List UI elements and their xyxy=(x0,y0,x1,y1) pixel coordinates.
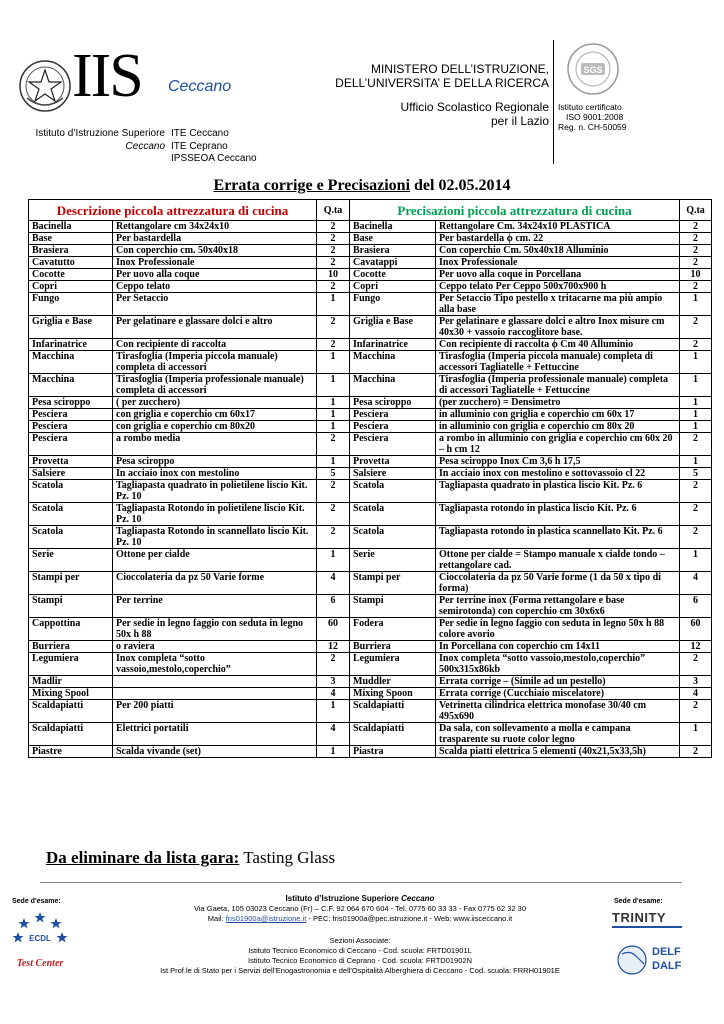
clarified-item-quantity: 1 xyxy=(680,456,712,468)
clarified-item-quantity: 2 xyxy=(680,281,712,293)
clarified-item-name: Scaldapiatti xyxy=(350,723,436,746)
item-quantity: 1 xyxy=(317,746,350,758)
clarified-item-name: Macchina xyxy=(350,351,436,374)
item-quantity: 5 xyxy=(317,468,350,480)
item-name: Bacinella xyxy=(29,221,113,233)
svg-text:DELF: DELF xyxy=(652,946,681,958)
item-name: Serie xyxy=(29,549,113,572)
item-name: Mixing Spool xyxy=(29,688,113,700)
item-description: Ottone per cialde xyxy=(113,549,317,572)
clarified-item-description: Tirasfoglia (Imperia piccola manuale) completa di accessori Tagliatelle + Fettuccine xyxy=(436,351,680,374)
item-quantity: 1 xyxy=(317,374,350,397)
footer-divider xyxy=(40,882,682,883)
item-description: con griglia e coperchio cm 60x17 xyxy=(113,409,317,421)
associated-sections: Sezioni Associate: Istituto Tecnico Economico di Ceccano - Cod. scuola: FRTD01901L Istituto Tecnico Economico di Ceprano - Cod. scuola: FRTD01902N Ist.Prof.le di Stato per i Servizi dell'Enogastronomia e dell'Ospitalità Alberghiera di Ceccano - Cod. scuola: FRRH01901E xyxy=(160,936,560,975)
clarified-item-quantity: 4 xyxy=(680,688,712,700)
item-name: Pesciera xyxy=(29,409,113,421)
item-quantity: 4 xyxy=(317,572,350,595)
clarified-item-description: Con recipiente di raccolta ϕ Cm 40 Alluminio xyxy=(436,339,680,351)
item-quantity: 1 xyxy=(317,700,350,723)
item-description: o raviera xyxy=(113,641,317,653)
item-name: Pesciera xyxy=(29,433,113,456)
item-description: Inox completa “sotto vassoio,mestolo,coperchio” xyxy=(113,653,317,676)
item-description: Con coperchio cm. 50x40x18 xyxy=(113,245,317,257)
item-description: Per gelatinare e glassare dolci e altro xyxy=(113,316,317,339)
clarified-item-name: Copri xyxy=(350,281,436,293)
item-name: Macchina xyxy=(29,351,113,374)
clarified-item-name: Pesa sciroppo xyxy=(350,397,436,409)
item-description: Elettrici portatili xyxy=(113,723,317,746)
table-row xyxy=(29,233,712,245)
clarified-item-description: Tagliapasta quadrato in plastica liscio Kit. Pz. 6 xyxy=(436,480,680,503)
clarified-item-quantity: 2 xyxy=(680,480,712,503)
clarified-item-description: Errata corrige – (Simile ad un pestello) xyxy=(436,676,680,688)
item-name: Stampi xyxy=(29,595,113,618)
item-description: Per 200 piatti xyxy=(113,700,317,723)
republic-emblem-icon xyxy=(17,58,73,114)
item-name: Macchina xyxy=(29,374,113,397)
item-quantity: 4 xyxy=(317,688,350,700)
item-name: Fungo xyxy=(29,293,113,316)
clarified-item-name: Cavatappi xyxy=(350,257,436,269)
exam-site-label: Sede d'esame: xyxy=(12,898,61,905)
table-row xyxy=(29,480,712,503)
table-row xyxy=(29,339,712,351)
logo-text: IIS xyxy=(72,42,142,110)
clarified-item-quantity: 2 xyxy=(680,245,712,257)
table-row xyxy=(29,676,712,688)
item-description: a rombo media xyxy=(113,433,317,456)
clarified-item-description: Tirasfoglia (Imperia professionale manuale) completa di accessori Tagliatelle + Fettuccine xyxy=(436,374,680,397)
table-row xyxy=(29,746,712,758)
equipment-table xyxy=(28,199,712,758)
item-name: Cavatutto xyxy=(29,257,113,269)
item-description: Per Setaccio xyxy=(113,293,317,316)
table-row xyxy=(29,618,712,641)
item-name: Madlir xyxy=(29,676,113,688)
clarified-item-quantity: 1 xyxy=(680,397,712,409)
section-name: ITE Ceprano xyxy=(171,140,228,152)
clarified-item-name: Infarinatrice xyxy=(350,339,436,351)
item-name: Salsiere xyxy=(29,468,113,480)
certification-note: Istituto certificato ISO 9001:2008 Reg. n. CH-50059 xyxy=(558,102,627,132)
clarified-item-name: Scatola xyxy=(350,526,436,549)
clarified-item-quantity: 1 xyxy=(680,293,712,316)
clarified-item-quantity: 1 xyxy=(680,374,712,397)
clarified-item-description: Inox completa “sotto vassoio,mestolo,coperchio” 500x315x86kb xyxy=(436,653,680,676)
clarified-item-description: a rombo in alluminio con griglia e coperchio cm 60x 20 – h cm 12 xyxy=(436,433,680,456)
item-description: ( per zucchero) xyxy=(113,397,317,409)
item-quantity: 6 xyxy=(317,595,350,618)
item-name: Griglia e Base xyxy=(29,316,113,339)
svg-text:DALF: DALF xyxy=(652,960,682,972)
clarified-item-description: Per terrine inox (Forma rettangolare e base semirotonda) con coperchio cm 30x6x6 xyxy=(436,595,680,618)
item-quantity: 1 xyxy=(317,409,350,421)
header-description: Descrizione piccola attrezzatura di cucina xyxy=(29,200,317,221)
clarified-item-name: Fungo xyxy=(350,293,436,316)
clarified-item-quantity: 60 xyxy=(680,618,712,641)
table-row xyxy=(29,409,712,421)
table-row xyxy=(29,549,712,572)
clarified-item-description: Cioccolateria da pz 50 Varie forme (1 da 50 x tipo di forma) xyxy=(436,572,680,595)
delf-dalf-logo xyxy=(616,940,706,982)
clarified-item-name: Stampi per xyxy=(350,572,436,595)
clarified-item-name: Provetta xyxy=(350,456,436,468)
table-row xyxy=(29,421,712,433)
table-row xyxy=(29,572,712,595)
clarified-item-description: In acciaio inox con mestolino e sottovassoio cl 22 xyxy=(436,468,680,480)
item-quantity: 1 xyxy=(317,293,350,316)
table-header-row xyxy=(29,200,712,221)
item-description: Pesa sciroppo xyxy=(113,456,317,468)
clarified-item-name: Pesciera xyxy=(350,433,436,456)
clarified-item-name: Muddler xyxy=(350,676,436,688)
item-quantity: 2 xyxy=(317,339,350,351)
clarified-item-description: in alluminio con griglia e coperchio cm 60x 17 xyxy=(436,409,680,421)
clarified-item-name: Stampi xyxy=(350,595,436,618)
table-row xyxy=(29,526,712,549)
item-name: Scaldapiatti xyxy=(29,723,113,746)
office-heading: Ufficio Scolastico Regionale per il Lazio xyxy=(400,100,549,128)
clarified-item-name: Salsiere xyxy=(350,468,436,480)
clarified-item-description: Per uovo alla coque in Porcellana xyxy=(436,269,680,281)
clarified-item-quantity: 2 xyxy=(680,700,712,723)
sgs-certification-seal-icon xyxy=(566,42,620,96)
clarified-item-name: Legumiera xyxy=(350,653,436,676)
item-name: Scatola xyxy=(29,480,113,503)
clarified-item-name: Griglia e Base xyxy=(350,316,436,339)
item-name: Pesciera xyxy=(29,421,113,433)
clarified-item-quantity: 1 xyxy=(680,549,712,572)
email-link[interactable]: fris01900a@istruzione.it xyxy=(225,914,307,923)
clarified-item-description: Pesa sciroppo Inox Cm 3,6 h 17,5 xyxy=(436,456,680,468)
item-description: Tirasfoglia (Imperia piccola manuale) completa di accessori xyxy=(113,351,317,374)
item-description: Scalda vivande (set) xyxy=(113,746,317,758)
clarified-item-quantity: 2 xyxy=(680,433,712,456)
clarified-item-description: Da sala, con sollevamento a molla e campana trasparente su ruote color legno xyxy=(436,723,680,746)
item-name: Burriera xyxy=(29,641,113,653)
clarified-item-description: Per sedie in legno faggio con seduta in legno 50x h 88 colore avorio xyxy=(436,618,680,641)
item-name: Stampi per xyxy=(29,572,113,595)
item-quantity: 2 xyxy=(317,257,350,269)
clarified-item-name: Bacinella xyxy=(350,221,436,233)
table-row xyxy=(29,221,712,233)
clarified-item-quantity: 2 xyxy=(680,503,712,526)
item-description: Rettangolare cm 34x24x10 xyxy=(113,221,317,233)
table-row xyxy=(29,351,712,374)
clarified-item-description: (per zucchero) = Densimetro xyxy=(436,397,680,409)
table-row xyxy=(29,641,712,653)
clarified-item-quantity: 12 xyxy=(680,641,712,653)
clarified-item-quantity: 1 xyxy=(680,723,712,746)
globe-icon xyxy=(616,940,706,978)
clarified-item-description: Tagliapasta rotondo in plastica scannellato Kit. Pz. 6 xyxy=(436,526,680,549)
item-description: Tagliapasta Rotondo in polietilene liscio Kit. Pz. 10 xyxy=(113,503,317,526)
header-quantity: Q.ta xyxy=(680,200,712,221)
clarified-item-name: Pesciera xyxy=(350,421,436,433)
item-name: Provetta xyxy=(29,456,113,468)
item-quantity: 2 xyxy=(317,221,350,233)
item-description: Per bastardella xyxy=(113,233,317,245)
section-name: ITE Ceccano xyxy=(171,128,229,139)
item-description: con griglia e coperchio cm 80x20 xyxy=(113,421,317,433)
clarified-item-name: Scatola xyxy=(350,480,436,503)
table-row xyxy=(29,257,712,269)
clarified-item-quantity: 2 xyxy=(680,653,712,676)
clarified-item-quantity: 1 xyxy=(680,421,712,433)
item-name: Scatola xyxy=(29,526,113,549)
svg-text:Test Center: Test Center xyxy=(16,958,64,969)
item-name: Scaldapiatti xyxy=(29,700,113,723)
item-name: Scatola xyxy=(29,503,113,526)
clarified-item-description: In Porcellana con coperchio cm 14x11 xyxy=(436,641,680,653)
table-row xyxy=(29,700,712,723)
svg-text:SGS: SGS xyxy=(583,65,603,75)
item-quantity: 1 xyxy=(317,351,350,374)
header-divider xyxy=(553,40,554,164)
item-quantity: 1 xyxy=(317,421,350,433)
item-name: Cappottina xyxy=(29,618,113,641)
clarified-item-quantity: 2 xyxy=(680,257,712,269)
item-quantity: 1 xyxy=(317,549,350,572)
clarified-item-description: Per Setaccio Tipo pestello x tritacarne ma più ampio alla base xyxy=(436,293,680,316)
item-quantity: 12 xyxy=(317,641,350,653)
table-row xyxy=(29,503,712,526)
item-quantity: 60 xyxy=(317,618,350,641)
clarified-item-name: Macchina xyxy=(350,374,436,397)
clarified-item-description: Per gelatinare e glassare dolci e altro Inox misure cm 40x30 + vassoio raccoglitore base. xyxy=(436,316,680,339)
item-name: Cocotte xyxy=(29,269,113,281)
item-quantity: 1 xyxy=(317,397,350,409)
clarified-item-description: Vetrinetta cilindrica elettrica monofase 30/40 cm 495x690 xyxy=(436,700,680,723)
item-name: Base xyxy=(29,233,113,245)
clarified-item-description: Scalda piatti elettrica 5 elementi (40x21,5x33,5h) xyxy=(436,746,680,758)
clarified-item-quantity: 2 xyxy=(680,316,712,339)
table-row xyxy=(29,316,712,339)
clarified-item-quantity: 4 xyxy=(680,572,712,595)
table-row xyxy=(29,723,712,746)
logo-subtitle: Ceccano xyxy=(168,78,232,95)
item-description: Ceppo telato xyxy=(113,281,317,293)
clarified-item-name: Piastra xyxy=(350,746,436,758)
clarified-item-quantity: 2 xyxy=(680,746,712,758)
item-name: Infarinatrice xyxy=(29,339,113,351)
clarified-item-quantity: 2 xyxy=(680,221,712,233)
item-description xyxy=(113,676,317,688)
table-row xyxy=(29,293,712,316)
page-title: Errata corrige e Precisazioni del 02.05.2014 xyxy=(213,177,511,194)
table-row xyxy=(29,433,712,456)
clarified-item-quantity: 5 xyxy=(680,468,712,480)
table-row xyxy=(29,397,712,409)
item-name: Legumiera xyxy=(29,653,113,676)
ecdl-test-center-logo-icon xyxy=(10,910,70,972)
clarified-item-name: Fodera xyxy=(350,618,436,641)
table-row xyxy=(29,374,712,397)
table-row xyxy=(29,456,712,468)
item-description: Cioccolateria da pz 50 Varie forme xyxy=(113,572,317,595)
clarified-item-quantity: 2 xyxy=(680,526,712,549)
item-description: Per sedie in legno faggio con seduta in legno 50x h 88 xyxy=(113,618,317,641)
clarified-item-description: Tagliapasta rotondo in plastica liscio Kit. Pz. 6 xyxy=(436,503,680,526)
institute-block xyxy=(30,128,257,166)
item-quantity: 4 xyxy=(317,723,350,746)
table-row xyxy=(29,245,712,257)
table-row xyxy=(29,595,712,618)
exam-site-label: Sede d'esame: xyxy=(614,898,663,905)
clarified-item-quantity: 6 xyxy=(680,595,712,618)
table-row xyxy=(29,468,712,480)
clarified-item-description: Per bastardella ϕ cm. 22 xyxy=(436,233,680,245)
clarified-item-description: Ottone per cialde = Stampo manuale x cialde tondo – rettangolare cad. xyxy=(436,549,680,572)
item-description: Per uovo alla coque xyxy=(113,269,317,281)
item-description: In acciaio inox con mestolino xyxy=(113,468,317,480)
item-description: Tirasfoglia (Imperia professionale manuale) completa di accessori xyxy=(113,374,317,397)
item-quantity: 3 xyxy=(317,676,350,688)
eliminate-note: Da eliminare da lista gara: Tasting Glass xyxy=(46,848,336,867)
item-quantity: 2 xyxy=(317,233,350,245)
item-quantity: 2 xyxy=(317,503,350,526)
item-description: Tagliapasta Rotondo in scannellato liscio Kit. Pz. 10 xyxy=(113,526,317,549)
clarified-item-name: Base xyxy=(350,233,436,245)
item-description xyxy=(113,688,317,700)
item-quantity: 2 xyxy=(317,480,350,503)
clarified-item-name: Mixing Spoon xyxy=(350,688,436,700)
item-quantity: 2 xyxy=(317,316,350,339)
item-name: Pesa sciroppo xyxy=(29,397,113,409)
institute-name: Istituto d’Istruzione Superiore xyxy=(35,128,165,139)
clarified-item-description: in alluminio con griglia e coperchio cm 80x 20 xyxy=(436,421,680,433)
table-row xyxy=(29,281,712,293)
item-description: Tagliapasta quadrato in polietilene liscio Kit. Pz. 10 xyxy=(113,480,317,503)
institute-city: Ceccano xyxy=(125,140,165,152)
ministry-heading: MINISTERO DELL’ISTRUZIONE, DELL’UNIVERSITA’ E DELLA RICERCA xyxy=(335,62,549,90)
clarified-item-quantity: 1 xyxy=(680,409,712,421)
clarified-item-name: Pesciera xyxy=(350,409,436,421)
clarified-item-name: Serie xyxy=(350,549,436,572)
clarified-item-name: Scatola xyxy=(350,503,436,526)
clarified-item-name: Cocotte xyxy=(350,269,436,281)
clarified-item-name: Burriera xyxy=(350,641,436,653)
clarified-item-description: Rettangolare Cm. 34x24x10 PLASTICA xyxy=(436,221,680,233)
header-clarification: Precisazioni piccola attrezzatura di cucina xyxy=(350,200,680,221)
trinity-logo: TRINITY xyxy=(612,910,682,928)
item-quantity: 2 xyxy=(317,653,350,676)
item-quantity: 1 xyxy=(317,456,350,468)
section-name: IPSSEOA Ceccano xyxy=(171,153,257,164)
clarified-item-description: Errata corrige (Cucchiaio miscelatore) xyxy=(436,688,680,700)
table-row xyxy=(29,688,712,700)
item-quantity: 2 xyxy=(317,433,350,456)
clarified-item-description: Con coperchio Cm. 50x40x18 Alluminio xyxy=(436,245,680,257)
item-description: Per terrine xyxy=(113,595,317,618)
item-quantity: 2 xyxy=(317,281,350,293)
clarified-item-quantity: 3 xyxy=(680,676,712,688)
item-description: Inox Professionale xyxy=(113,257,317,269)
svg-text:ECDL: ECDL xyxy=(29,934,51,943)
item-name: Piastre xyxy=(29,746,113,758)
table-row xyxy=(29,269,712,281)
header-quantity: Q.ta xyxy=(317,200,350,221)
item-quantity: 2 xyxy=(317,526,350,549)
item-description: Con recipiente di raccolta xyxy=(113,339,317,351)
clarified-item-quantity: 10 xyxy=(680,269,712,281)
item-name: Brasiera xyxy=(29,245,113,257)
clarified-item-description: Inox Professionale xyxy=(436,257,680,269)
clarified-item-quantity: 2 xyxy=(680,233,712,245)
clarified-item-quantity: 1 xyxy=(680,351,712,374)
item-quantity: 2 xyxy=(317,245,350,257)
footer-address: Via Gaeta, 105 03023 Ceccano (Fr) – C.F. 92 064 670 604 - Tel. 0775 60 33 33 - Fax 0775 62 32 30 xyxy=(193,904,527,913)
footer-contact: Istituto d’Istruzione Superiore Ceccano Via Gaeta, 105 03023 Ceccano (Fr) – C.F. 92 064 670 604 - Tel. 0775 60 33 33 - Fax 0775 62 32 30 Mail: fris01900a@istruzione.it - PEC: fris01900a@pec.istruzione.it - Web: www.iisceccano.it xyxy=(150,894,570,924)
clarified-item-quantity: 2 xyxy=(680,339,712,351)
clarified-item-name: Scaldapiatti xyxy=(350,700,436,723)
table-row xyxy=(29,653,712,676)
item-name: Copri xyxy=(29,281,113,293)
clarified-item-description: Ceppo telato Per Ceppo 500x700x900 h xyxy=(436,281,680,293)
item-quantity: 10 xyxy=(317,269,350,281)
clarified-item-name: Brasiera xyxy=(350,245,436,257)
